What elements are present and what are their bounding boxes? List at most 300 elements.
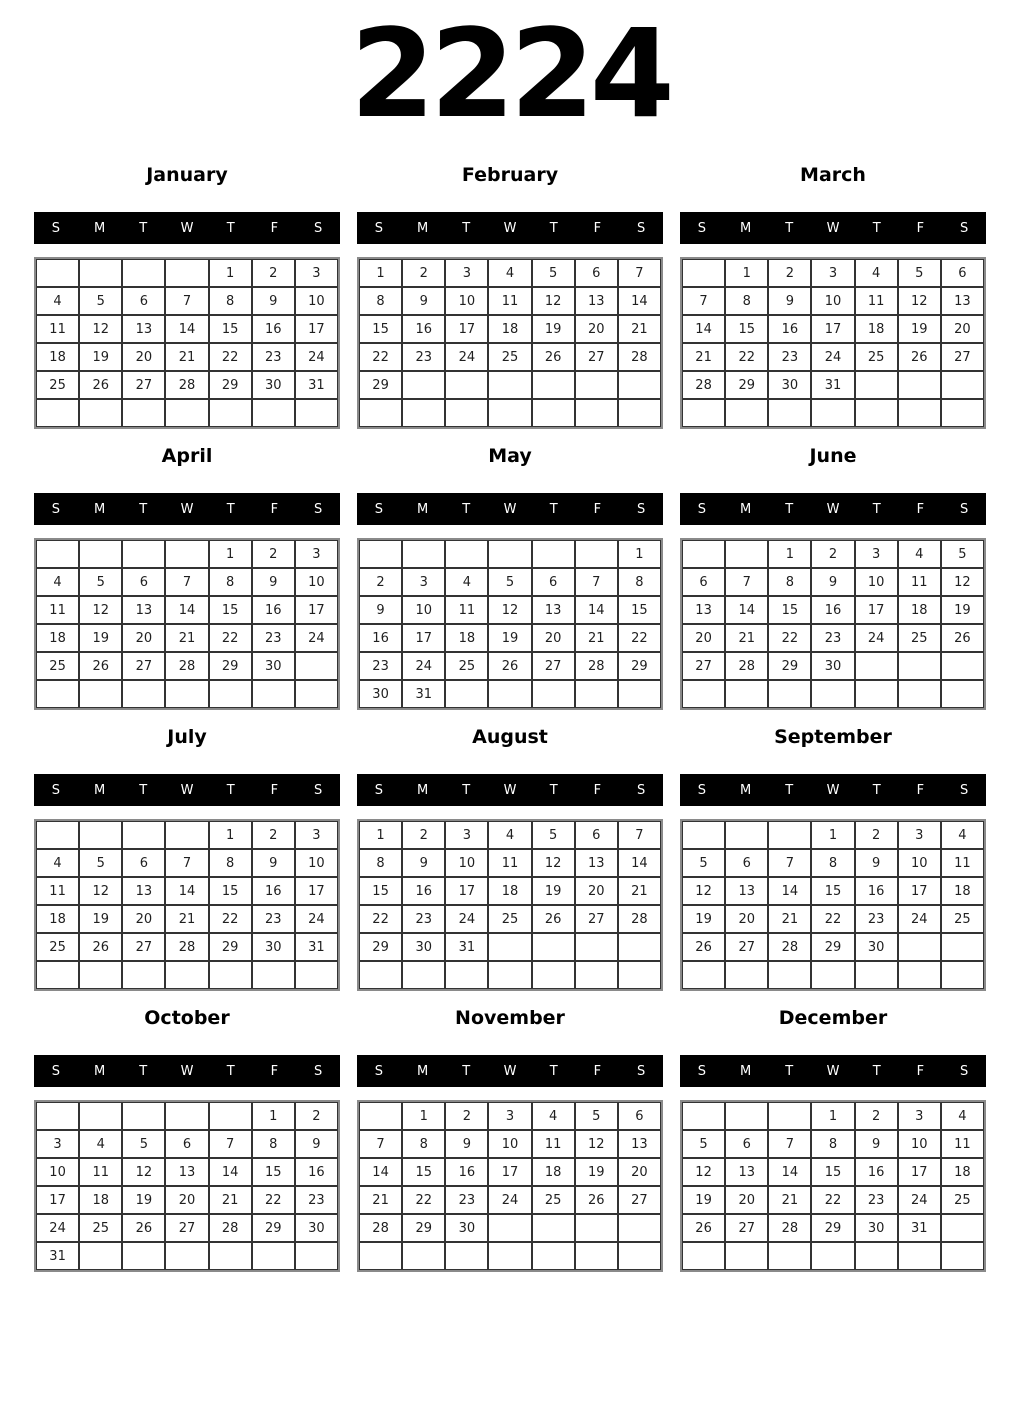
day-cell: 24 bbox=[898, 1186, 941, 1214]
day-cell: 23 bbox=[768, 343, 811, 371]
months-grid bbox=[0, 148, 1020, 1272]
weekday-label: M bbox=[93, 220, 106, 236]
day-cell: 16 bbox=[252, 596, 295, 624]
day-cell: 21 bbox=[359, 1186, 402, 1214]
day-cell: 17 bbox=[295, 315, 338, 343]
day-cell-empty bbox=[488, 961, 531, 989]
day-cell: 10 bbox=[295, 287, 338, 315]
day-cell: 5 bbox=[488, 568, 531, 596]
day-cell: 23 bbox=[359, 652, 402, 680]
day-cell: 24 bbox=[811, 343, 854, 371]
day-cell: 7 bbox=[165, 287, 208, 315]
weekday-label: M bbox=[739, 220, 752, 236]
day-cell: 29 bbox=[359, 933, 402, 961]
day-grid bbox=[357, 1100, 663, 1272]
day-cell: 8 bbox=[252, 1130, 295, 1158]
day-cell-empty bbox=[682, 259, 725, 287]
day-cell-empty bbox=[725, 540, 768, 568]
day-cell: 13 bbox=[575, 849, 618, 877]
day-cell: 11 bbox=[532, 1130, 575, 1158]
weekday-label: W bbox=[180, 501, 194, 517]
day-cell-empty bbox=[725, 680, 768, 708]
day-cell-empty bbox=[768, 1242, 811, 1270]
day-cell: 24 bbox=[295, 343, 338, 371]
day-cell: 15 bbox=[768, 596, 811, 624]
day-cell: 9 bbox=[359, 596, 402, 624]
month-title-april: April bbox=[161, 445, 213, 467]
day-cell: 28 bbox=[165, 371, 208, 399]
day-cell: 28 bbox=[618, 905, 661, 933]
day-cell: 6 bbox=[122, 849, 165, 877]
day-cell: 20 bbox=[575, 877, 618, 905]
day-cell: 12 bbox=[79, 596, 122, 624]
weekday-header bbox=[34, 774, 340, 806]
day-cell: 19 bbox=[682, 1186, 725, 1214]
day-cell: 27 bbox=[725, 933, 768, 961]
day-cell-empty bbox=[488, 1214, 531, 1242]
weekday-label: F bbox=[916, 1063, 925, 1079]
weekday-label: T bbox=[785, 220, 794, 236]
day-cell-empty bbox=[532, 1242, 575, 1270]
day-cell-empty bbox=[618, 1242, 661, 1270]
day-cell: 6 bbox=[122, 287, 165, 315]
day-cell: 12 bbox=[532, 849, 575, 877]
day-cell: 7 bbox=[682, 287, 725, 315]
day-cell: 20 bbox=[122, 624, 165, 652]
day-cell: 10 bbox=[811, 287, 854, 315]
weekday-label: M bbox=[416, 220, 429, 236]
day-cell-empty bbox=[898, 371, 941, 399]
day-cell-empty bbox=[165, 961, 208, 989]
day-cell: 20 bbox=[725, 1186, 768, 1214]
day-cell: 13 bbox=[532, 596, 575, 624]
weekday-label: F bbox=[270, 501, 279, 517]
month-title-february: February bbox=[461, 164, 559, 186]
day-cell: 17 bbox=[898, 877, 941, 905]
day-cell: 9 bbox=[252, 849, 295, 877]
day-cell: 14 bbox=[165, 315, 208, 343]
day-cell: 17 bbox=[811, 315, 854, 343]
day-cell-empty bbox=[79, 399, 122, 427]
weekday-label: S bbox=[697, 501, 706, 517]
day-cell-empty bbox=[855, 652, 898, 680]
day-cell: 22 bbox=[811, 905, 854, 933]
weekday-label: W bbox=[503, 782, 517, 798]
day-grid bbox=[357, 819, 663, 991]
day-cell: 7 bbox=[618, 821, 661, 849]
weekday-label: W bbox=[826, 501, 840, 517]
weekday-label: S bbox=[960, 501, 969, 517]
day-cell-empty bbox=[898, 680, 941, 708]
day-cell: 16 bbox=[855, 877, 898, 905]
day-cell-empty bbox=[165, 540, 208, 568]
day-cell: 14 bbox=[575, 596, 618, 624]
day-cell: 7 bbox=[165, 568, 208, 596]
day-cell: 26 bbox=[682, 933, 725, 961]
day-cell-empty bbox=[359, 540, 402, 568]
day-cell-empty bbox=[768, 1102, 811, 1130]
day-cell: 29 bbox=[252, 1214, 295, 1242]
weekday-header bbox=[357, 493, 663, 525]
day-cell-empty bbox=[768, 680, 811, 708]
day-grid bbox=[357, 257, 663, 429]
day-cell: 26 bbox=[575, 1186, 618, 1214]
day-cell: 10 bbox=[445, 287, 488, 315]
day-cell-empty bbox=[725, 399, 768, 427]
day-cell-empty bbox=[402, 399, 445, 427]
day-cell: 3 bbox=[898, 1102, 941, 1130]
day-cell-empty bbox=[575, 540, 618, 568]
day-cell: 14 bbox=[768, 1158, 811, 1186]
day-cell-empty bbox=[811, 961, 854, 989]
day-cell: 30 bbox=[252, 933, 295, 961]
day-cell: 15 bbox=[811, 1158, 854, 1186]
day-cell-empty bbox=[725, 1242, 768, 1270]
day-cell: 24 bbox=[855, 624, 898, 652]
day-cell: 3 bbox=[445, 821, 488, 849]
day-cell: 20 bbox=[165, 1186, 208, 1214]
day-cell: 9 bbox=[252, 568, 295, 596]
day-cell: 11 bbox=[488, 287, 531, 315]
day-cell: 17 bbox=[445, 315, 488, 343]
day-grid bbox=[34, 819, 340, 991]
day-cell-empty bbox=[79, 961, 122, 989]
day-cell: 1 bbox=[402, 1102, 445, 1130]
day-cell: 30 bbox=[855, 1214, 898, 1242]
day-cell-empty bbox=[575, 371, 618, 399]
day-cell-empty bbox=[575, 1242, 618, 1270]
weekday-label: S bbox=[51, 501, 60, 517]
weekday-label: F bbox=[270, 1063, 279, 1079]
day-cell: 10 bbox=[402, 596, 445, 624]
day-cell-empty bbox=[941, 652, 984, 680]
day-cell: 16 bbox=[811, 596, 854, 624]
day-cell-empty bbox=[488, 371, 531, 399]
day-cell: 17 bbox=[295, 596, 338, 624]
weekday-label: T bbox=[872, 220, 881, 236]
day-cell: 24 bbox=[402, 652, 445, 680]
day-cell: 8 bbox=[402, 1130, 445, 1158]
weekday-label: S bbox=[314, 782, 323, 798]
day-cell: 5 bbox=[122, 1130, 165, 1158]
day-cell: 5 bbox=[79, 287, 122, 315]
day-cell: 1 bbox=[618, 540, 661, 568]
day-cell: 26 bbox=[682, 1214, 725, 1242]
weekday-label: S bbox=[637, 1063, 646, 1079]
day-cell-empty bbox=[618, 933, 661, 961]
day-cell: 15 bbox=[359, 315, 402, 343]
weekday-label: T bbox=[226, 501, 235, 517]
day-cell: 14 bbox=[618, 849, 661, 877]
day-cell: 4 bbox=[36, 849, 79, 877]
day-cell: 23 bbox=[252, 343, 295, 371]
weekday-label: W bbox=[180, 782, 194, 798]
day-cell-empty bbox=[898, 399, 941, 427]
day-cell: 27 bbox=[532, 652, 575, 680]
day-cell-empty bbox=[165, 399, 208, 427]
day-cell: 2 bbox=[359, 568, 402, 596]
day-cell: 22 bbox=[811, 1186, 854, 1214]
day-cell: 9 bbox=[445, 1130, 488, 1158]
day-cell-empty bbox=[898, 1242, 941, 1270]
day-cell: 11 bbox=[79, 1158, 122, 1186]
day-cell-empty bbox=[165, 1102, 208, 1130]
day-cell: 9 bbox=[402, 287, 445, 315]
weekday-label: F bbox=[270, 220, 279, 236]
day-cell: 28 bbox=[165, 933, 208, 961]
day-cell: 11 bbox=[36, 315, 79, 343]
day-cell-empty bbox=[532, 933, 575, 961]
day-cell: 27 bbox=[725, 1214, 768, 1242]
day-cell-empty bbox=[682, 399, 725, 427]
day-cell: 16 bbox=[252, 877, 295, 905]
weekday-label: M bbox=[416, 501, 429, 517]
day-cell: 7 bbox=[575, 568, 618, 596]
day-cell-empty bbox=[445, 399, 488, 427]
day-cell-empty bbox=[725, 1102, 768, 1130]
day-cell-empty bbox=[295, 652, 338, 680]
day-cell: 21 bbox=[209, 1186, 252, 1214]
day-cell: 12 bbox=[122, 1158, 165, 1186]
month-title-december: December bbox=[778, 1007, 888, 1029]
day-cell: 14 bbox=[165, 596, 208, 624]
day-cell-empty bbox=[768, 821, 811, 849]
weekday-label: S bbox=[314, 1063, 323, 1079]
day-cell: 11 bbox=[445, 596, 488, 624]
day-cell-empty bbox=[79, 540, 122, 568]
day-cell: 19 bbox=[79, 343, 122, 371]
day-grid bbox=[680, 257, 986, 429]
day-grid bbox=[357, 538, 663, 710]
day-cell: 30 bbox=[811, 652, 854, 680]
day-cell: 8 bbox=[359, 287, 402, 315]
day-cell: 16 bbox=[402, 315, 445, 343]
day-cell: 15 bbox=[252, 1158, 295, 1186]
day-cell: 26 bbox=[122, 1214, 165, 1242]
day-cell: 27 bbox=[165, 1214, 208, 1242]
day-cell: 19 bbox=[941, 596, 984, 624]
day-grid bbox=[680, 1100, 986, 1272]
day-cell: 30 bbox=[402, 933, 445, 961]
day-cell: 24 bbox=[445, 905, 488, 933]
day-cell: 26 bbox=[79, 652, 122, 680]
weekday-label: T bbox=[139, 782, 148, 798]
weekday-label: F bbox=[593, 782, 602, 798]
day-cell: 27 bbox=[682, 652, 725, 680]
day-cell: 29 bbox=[359, 371, 402, 399]
day-cell: 23 bbox=[855, 905, 898, 933]
day-cell: 11 bbox=[36, 877, 79, 905]
day-cell: 5 bbox=[941, 540, 984, 568]
day-cell: 13 bbox=[618, 1130, 661, 1158]
day-cell-empty bbox=[682, 1102, 725, 1130]
day-cell: 2 bbox=[295, 1102, 338, 1130]
day-cell-empty bbox=[855, 961, 898, 989]
day-cell: 6 bbox=[575, 259, 618, 287]
day-cell: 10 bbox=[855, 568, 898, 596]
day-cell: 5 bbox=[79, 849, 122, 877]
day-cell: 3 bbox=[811, 259, 854, 287]
weekday-label: S bbox=[374, 501, 383, 517]
day-cell: 30 bbox=[445, 1214, 488, 1242]
weekday-label: T bbox=[872, 782, 881, 798]
day-cell: 15 bbox=[209, 877, 252, 905]
day-cell: 29 bbox=[209, 652, 252, 680]
day-cell-empty bbox=[165, 821, 208, 849]
day-cell: 22 bbox=[359, 343, 402, 371]
weekday-label: S bbox=[697, 782, 706, 798]
day-cell: 28 bbox=[359, 1214, 402, 1242]
weekday-header bbox=[680, 212, 986, 244]
day-cell: 10 bbox=[295, 849, 338, 877]
day-cell: 24 bbox=[295, 624, 338, 652]
day-cell-empty bbox=[79, 821, 122, 849]
day-cell-empty bbox=[445, 1242, 488, 1270]
day-cell-empty bbox=[898, 933, 941, 961]
day-cell: 3 bbox=[295, 821, 338, 849]
day-cell-empty bbox=[618, 371, 661, 399]
day-cell: 15 bbox=[811, 877, 854, 905]
day-cell-empty bbox=[488, 1242, 531, 1270]
weekday-label: F bbox=[593, 1063, 602, 1079]
day-cell-empty bbox=[855, 1242, 898, 1270]
day-cell-empty bbox=[618, 1214, 661, 1242]
day-cell: 5 bbox=[532, 259, 575, 287]
day-cell: 26 bbox=[532, 343, 575, 371]
day-cell-empty bbox=[618, 680, 661, 708]
day-cell-empty bbox=[295, 1242, 338, 1270]
day-cell: 25 bbox=[941, 1186, 984, 1214]
day-cell: 14 bbox=[768, 877, 811, 905]
day-cell: 1 bbox=[359, 259, 402, 287]
weekday-label: S bbox=[314, 501, 323, 517]
day-cell: 18 bbox=[488, 315, 531, 343]
day-cell: 19 bbox=[122, 1186, 165, 1214]
day-cell: 19 bbox=[682, 905, 725, 933]
day-cell: 13 bbox=[725, 877, 768, 905]
day-cell: 7 bbox=[359, 1130, 402, 1158]
day-cell: 11 bbox=[36, 596, 79, 624]
day-cell: 10 bbox=[295, 568, 338, 596]
day-cell: 25 bbox=[941, 905, 984, 933]
weekday-label: S bbox=[960, 782, 969, 798]
day-cell-empty bbox=[36, 821, 79, 849]
day-cell: 22 bbox=[209, 343, 252, 371]
weekday-label: T bbox=[785, 782, 794, 798]
day-cell-empty bbox=[36, 961, 79, 989]
day-cell: 16 bbox=[295, 1158, 338, 1186]
month-title-january: January bbox=[146, 164, 228, 186]
day-cell: 1 bbox=[811, 1102, 854, 1130]
day-cell: 5 bbox=[79, 568, 122, 596]
day-cell: 11 bbox=[941, 849, 984, 877]
month-october bbox=[34, 991, 340, 1272]
day-cell: 9 bbox=[855, 1130, 898, 1158]
day-cell-empty bbox=[811, 399, 854, 427]
day-cell-empty bbox=[811, 1242, 854, 1270]
day-cell-empty bbox=[682, 821, 725, 849]
day-cell: 13 bbox=[122, 315, 165, 343]
day-cell: 4 bbox=[898, 540, 941, 568]
day-cell-empty bbox=[941, 933, 984, 961]
day-cell: 23 bbox=[252, 905, 295, 933]
day-cell-empty bbox=[445, 680, 488, 708]
day-cell-empty bbox=[402, 540, 445, 568]
day-cell-empty bbox=[855, 399, 898, 427]
day-cell-empty bbox=[725, 961, 768, 989]
day-cell: 9 bbox=[402, 849, 445, 877]
day-grid bbox=[34, 1100, 340, 1272]
weekday-label: T bbox=[549, 220, 558, 236]
day-cell: 23 bbox=[252, 624, 295, 652]
day-cell: 12 bbox=[79, 315, 122, 343]
month-title-july: July bbox=[167, 726, 207, 748]
weekday-label: T bbox=[872, 1063, 881, 1079]
day-cell: 11 bbox=[488, 849, 531, 877]
day-cell-empty bbox=[941, 1214, 984, 1242]
day-cell: 10 bbox=[36, 1158, 79, 1186]
day-cell-empty bbox=[941, 961, 984, 989]
weekday-label: W bbox=[180, 1063, 194, 1079]
day-cell: 25 bbox=[36, 371, 79, 399]
day-cell: 24 bbox=[898, 905, 941, 933]
day-cell: 8 bbox=[811, 849, 854, 877]
weekday-label: W bbox=[503, 501, 517, 517]
day-cell: 18 bbox=[445, 624, 488, 652]
day-cell: 28 bbox=[768, 933, 811, 961]
day-cell-empty bbox=[402, 961, 445, 989]
day-cell: 18 bbox=[36, 343, 79, 371]
weekday-label: M bbox=[739, 782, 752, 798]
day-cell: 11 bbox=[855, 287, 898, 315]
day-cell: 28 bbox=[725, 652, 768, 680]
weekday-label: W bbox=[826, 220, 840, 236]
weekday-label: T bbox=[226, 782, 235, 798]
weekday-header bbox=[357, 774, 663, 806]
day-cell: 3 bbox=[898, 821, 941, 849]
day-cell-empty bbox=[941, 371, 984, 399]
day-cell-empty bbox=[122, 399, 165, 427]
weekday-label: T bbox=[872, 501, 881, 517]
day-cell-empty bbox=[532, 1214, 575, 1242]
day-cell: 29 bbox=[209, 933, 252, 961]
day-cell: 8 bbox=[725, 287, 768, 315]
day-cell-empty bbox=[402, 371, 445, 399]
day-cell: 27 bbox=[122, 652, 165, 680]
day-cell: 28 bbox=[165, 652, 208, 680]
day-cell: 20 bbox=[122, 343, 165, 371]
day-cell: 29 bbox=[811, 1214, 854, 1242]
day-cell: 4 bbox=[36, 568, 79, 596]
day-cell: 27 bbox=[575, 343, 618, 371]
day-cell: 4 bbox=[79, 1130, 122, 1158]
day-cell: 21 bbox=[682, 343, 725, 371]
weekday-label: F bbox=[270, 782, 279, 798]
day-grid bbox=[680, 819, 986, 991]
day-cell: 4 bbox=[941, 1102, 984, 1130]
day-cell: 15 bbox=[618, 596, 661, 624]
weekday-label: S bbox=[51, 782, 60, 798]
day-cell: 19 bbox=[532, 315, 575, 343]
day-cell: 31 bbox=[402, 680, 445, 708]
day-cell: 15 bbox=[359, 877, 402, 905]
day-cell: 24 bbox=[36, 1214, 79, 1242]
day-cell: 18 bbox=[488, 877, 531, 905]
day-cell: 16 bbox=[402, 877, 445, 905]
day-cell-empty bbox=[532, 399, 575, 427]
weekday-label: T bbox=[462, 220, 471, 236]
day-cell: 6 bbox=[682, 568, 725, 596]
